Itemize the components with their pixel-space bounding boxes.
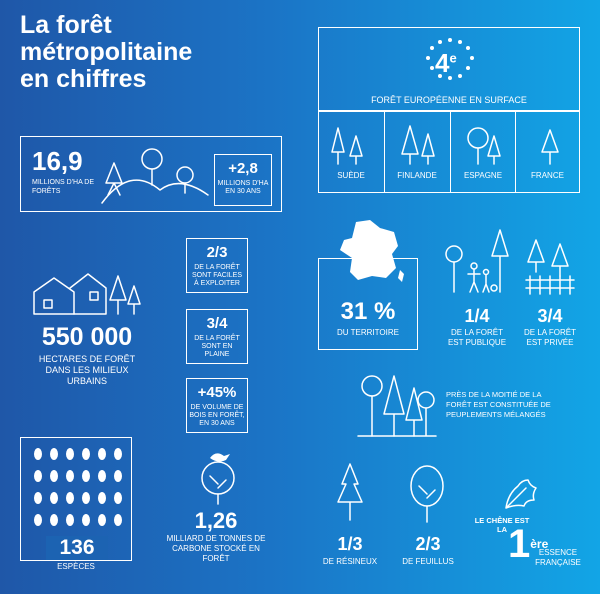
urban-value: 550 000 [41,323,133,351]
access-value-2: 3/4 [206,315,228,332]
oak-prefix: LE CHÊNE EST LA [474,516,530,534]
title-line-2: métropolitaine [20,38,193,66]
public-value: 1/4 [464,306,490,326]
europe-label: FORÊT EUROPÉENNE EN SURFACE [371,95,527,105]
growth-value: +2,8 [228,160,258,177]
oak-label: ESSENCE FRANÇAISE [535,548,581,567]
france-map-icon [336,218,406,288]
spain-trees-icon [464,124,508,166]
deciduous-icon [404,464,450,526]
private-trees-icon [524,236,576,296]
private-value: 3/4 [537,306,563,326]
family-trees-icon [444,226,516,298]
hills-trees-icon [100,145,210,205]
resineux-label: DE RÉSINEUX [322,557,378,566]
mixed-forest-icon [356,370,436,442]
france-trees-icon [536,128,566,166]
country-france: FRANCE [531,171,564,180]
title-line-3: en chiffres [20,65,147,93]
oak-leaf-icon [500,476,540,514]
country-sweden: SUÈDE [337,171,365,180]
europe-rank-suffix: e [449,50,457,66]
access-label-2: DE LA FORÊT SONT EN PLAINE [194,335,240,358]
territory-value: 31 % [340,298,396,325]
finland-trees-icon [398,124,442,166]
surface-unit: MILLIONS D'HA DE FORÊTS [32,179,95,195]
sweden-trees-icon [330,124,374,166]
species-value: 136 [46,536,108,560]
resineux-value: 1/3 [337,534,363,554]
mixed-label: PRÈS DE LA MOITIÉ DE LA FORÊT EST CONSTITUÉE DE PEUPLEMENTS MÉLANGÉS [446,390,551,419]
country-spain: ESPAGNE [463,171,503,180]
feuillus-value: 2/3 [415,534,441,554]
houses-trees-icon [30,270,150,320]
private-label: DE LA FORÊT EST PRIVÉE [523,328,576,347]
page-title [20,12,192,93]
urban-label: HECTARES DE FORÊT DANS LES MILIEUX URBAINS [38,354,136,386]
territory-label: DU TERRITOIRE [337,328,399,337]
access-value-3: +45% [197,384,237,401]
oak-rank-number: 1 [508,522,531,566]
feuillus-label: DE FEUILLUS [402,557,454,566]
oak-rank-suffix: ère [530,537,549,551]
tree-bird-icon [196,448,242,506]
growth-label: MILLIONS D'HA EN 30 ANS [217,180,269,195]
tree-grid-icon [30,446,124,532]
carbon-label: MILLIARD DE TONNES DE CARBONE STOCKÉ EN FORÊT [166,534,266,563]
species-label: ESPÈCES [57,562,95,571]
access-value-1: 2/3 [206,244,228,261]
conifer-icon [330,462,370,524]
country-finland: FINLANDE [397,171,437,180]
europe-rank-number: 4 [435,48,450,78]
access-label-1: DE LA FORÊT SONT FACILES À EXPLOITER [191,264,243,287]
europe-rank [435,48,457,79]
title-line-1: La forêt [20,11,112,39]
public-label: DE LA FORÊT EST PUBLIQUE [447,328,507,347]
carbon-value: 1,26 [194,508,238,533]
surface-value: 16,9 [32,146,83,176]
access-label-3: DE VOLUME DE BOIS EN FORÊT, EN 30 ANS [189,404,245,427]
